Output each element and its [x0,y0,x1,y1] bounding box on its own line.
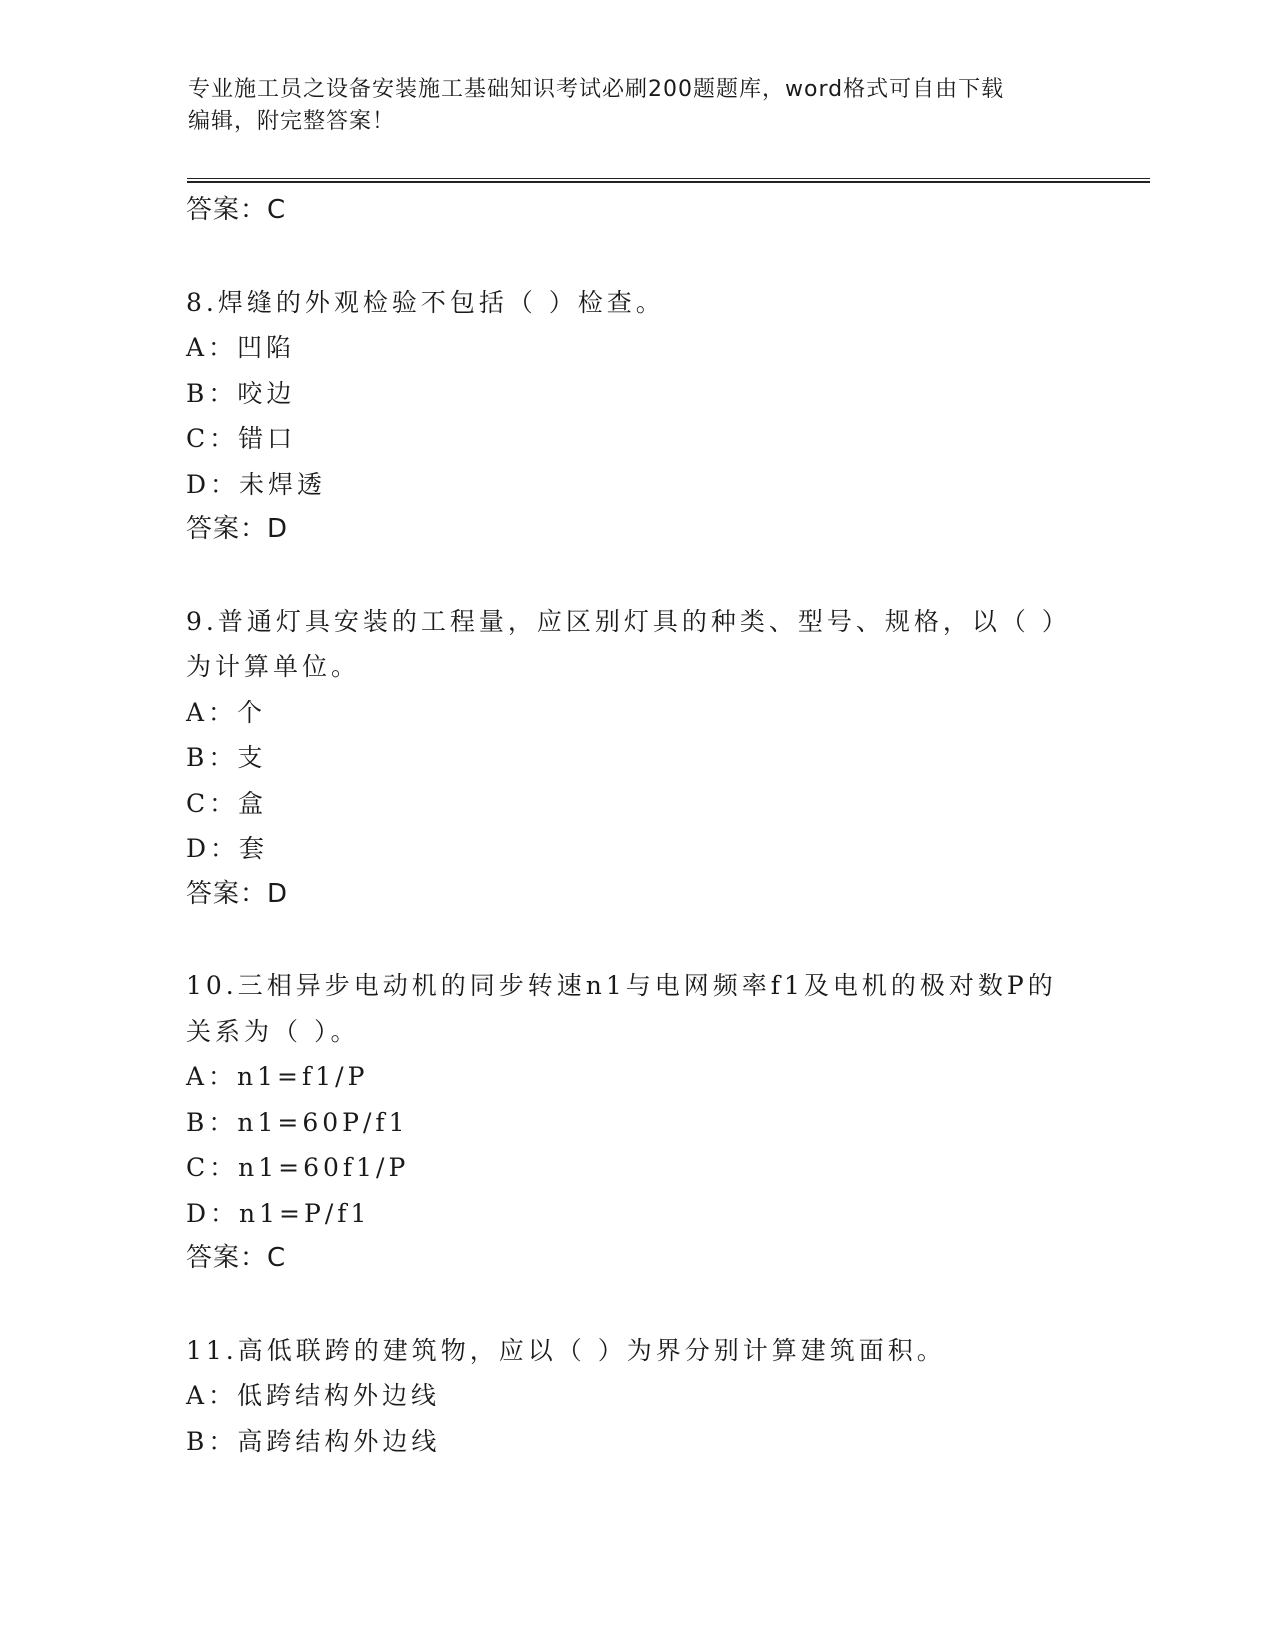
option-b: B：咬边 [186,378,296,408]
option-b: B：高跨结构外边线 [186,1426,441,1456]
option-a: A：凹陷 [186,333,296,362]
option-c: C：盒 [186,788,268,818]
previous-answer: 答案：C [186,195,287,225]
answer: 答案：D [186,514,289,544]
header-divider-thick [187,181,1150,183]
option-c: C：n1=60f1/P [186,1153,410,1182]
question-text: 9.普通灯具安装的工程量，应区别灯具的种类、型号、规格，以（ ） [186,606,1071,636]
question-list [186,188,1086,1464]
option-c: C：错口 [186,424,297,453]
question-10 [186,963,1086,1282]
option-b: B：支 [186,743,267,772]
option-a: A：个 [186,697,267,727]
answer: 答案：C [186,1243,287,1273]
option-d: D：n1=P/f1 [186,1198,371,1228]
question-text: 10.三相异步电动机的同步转速n1与电网频率f1及电机的极对数P的 [186,971,1057,1000]
option-d: D：套 [186,834,269,863]
option-d: D：未焊透 [186,469,327,499]
document-header [188,74,1088,138]
question-9 [186,599,1086,918]
option-a: A：低跨结构外边线 [186,1381,441,1410]
header-line-2: 编辑，附完整答案！ [188,109,396,134]
option-b: B：n1=60P/f1 [186,1107,409,1137]
question-text: 11.高低联跨的建筑物，应以（ ）为界分别计算建筑面积。 [186,1335,946,1365]
option-a: A：n1=f1/P [186,1062,369,1091]
question-text-continued: 为计算单位。 [186,652,361,681]
header-line-1: 专业施工员之设备安装施工基础知识考试必刷200题题库，word格式可自由下载 [188,77,1005,102]
header-divider-thin [187,178,1150,179]
answer: 答案：D [186,878,289,909]
question-11 [186,1328,1086,1465]
question-text-continued: 关系为（ ）。 [186,1016,360,1046]
question-8 [186,280,1086,553]
question-text: 8.焊缝的外观检验不包括（ ）检查。 [186,287,665,317]
